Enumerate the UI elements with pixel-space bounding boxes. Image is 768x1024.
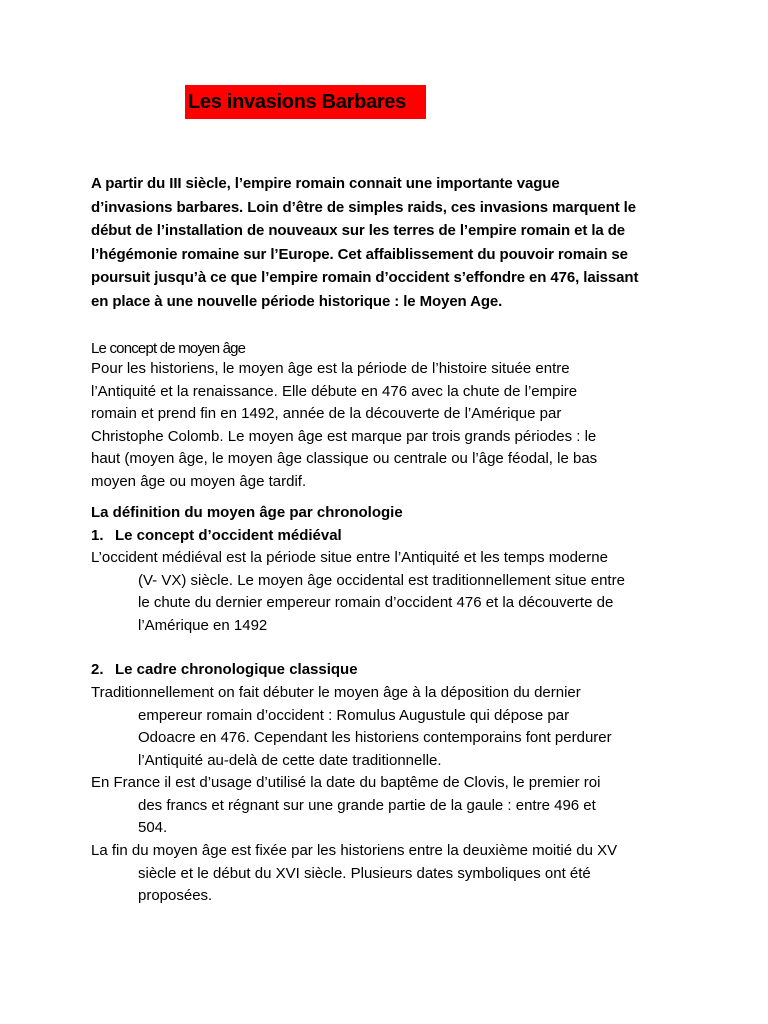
section2-line: proposées.	[138, 887, 213, 904]
document-title: Les invasions Barbares	[185, 85, 426, 119]
section2-line: 504.	[138, 819, 168, 836]
section2-number: 2.	[91, 661, 104, 678]
section2-line: l’Antiquité au-delà de cette date traditionnelle.	[138, 751, 442, 769]
section2-line: Odoacre en 476. Cependant les historiens contemporains font perdurer	[138, 729, 612, 746]
intro-line: poursuit jusqu’à ce que l’empire romain d’occident s’effondre en 476, laissant	[91, 269, 639, 286]
section1-line: le chute du dernier empereur romain d’occident 476 et la découverte de	[138, 594, 614, 611]
definition-heading: La définition du moyen âge par chronologie	[91, 504, 403, 521]
intro-line: l’hégémonie romaine sur l’Europe. Cet affaiblissement du pouvoir romain se	[91, 245, 628, 263]
intro-line: début de l’installation de nouveaux sur les terres de l’empire romain et la de	[91, 222, 626, 239]
section1-line: l’Amérique en 1492	[138, 616, 268, 634]
concept-heading: Le concept de moyen âge	[91, 340, 246, 357]
section2-paragraph-1	[91, 682, 711, 772]
section2-title: Le cadre chronologique classique	[115, 661, 358, 678]
section2-line: Traditionnellement on fait débuter le moyen âge à la déposition du dernier	[91, 684, 581, 701]
section2-paragraph-2	[91, 772, 711, 840]
section2-line: siècle et le début du XVI siècle. Plusieurs dates symboliques ont été	[138, 864, 591, 882]
intro-line: d’invasions barbares. Loin d’être de simples raids, ces invasions marquent le	[91, 198, 636, 216]
concept-line: haut (moyen âge, le moyen âge classique ou centrale ou l’âge féodal, le bas	[91, 450, 598, 467]
intro-line: en place à une nouvelle période historique : le Moyen Age.	[91, 292, 503, 310]
section1-paragraph	[91, 547, 711, 637]
concept-line: moyen âge ou moyen âge tardif.	[91, 472, 307, 490]
section2-line: La fin du moyen âge est fixée par les historiens entre la deuxième moitié du XV	[91, 842, 618, 859]
concept-line: romain et prend fin en 1492, année de la découverte de l’Amérique par	[91, 405, 562, 422]
section1-line: L’occident médiéval est la période situe entre l’Antiquité et les temps moderne	[91, 549, 608, 566]
intro-paragraph	[91, 172, 691, 313]
section1-title: Le concept d’occident médiéval	[115, 527, 342, 544]
section1-number: 1.	[91, 527, 104, 544]
section1-heading	[91, 525, 342, 547]
concept-line: l’Antiquité et la renaissance. Elle débute en 476 avec la chute de l’empire	[91, 382, 578, 400]
concept-line: Christophe Colomb. Le moyen âge est marque par trois grands périodes : le	[91, 427, 597, 445]
section2-line: empereur romain d’occident : Romulus Augustule qui dépose par	[138, 706, 570, 724]
section2-line: des francs et régnant sur une grande partie de la gaule : entre 496 et	[138, 796, 596, 814]
concept-paragraph	[91, 358, 691, 493]
section2-paragraph-3	[91, 840, 711, 908]
section2-heading	[91, 659, 358, 681]
concept-line: Pour les historiens, le moyen âge est la période de l’histoire située entre	[91, 360, 570, 377]
section1-line: (V- VX) siècle. Le moyen âge occidental est traditionnellement situe entre	[138, 571, 625, 589]
intro-line: A partir du III siècle, l’empire romain connait une importante vague	[91, 175, 560, 192]
section2-line: En France il est d’usage d’utilisé la date du baptême de Clovis, le premier roi	[91, 774, 601, 791]
